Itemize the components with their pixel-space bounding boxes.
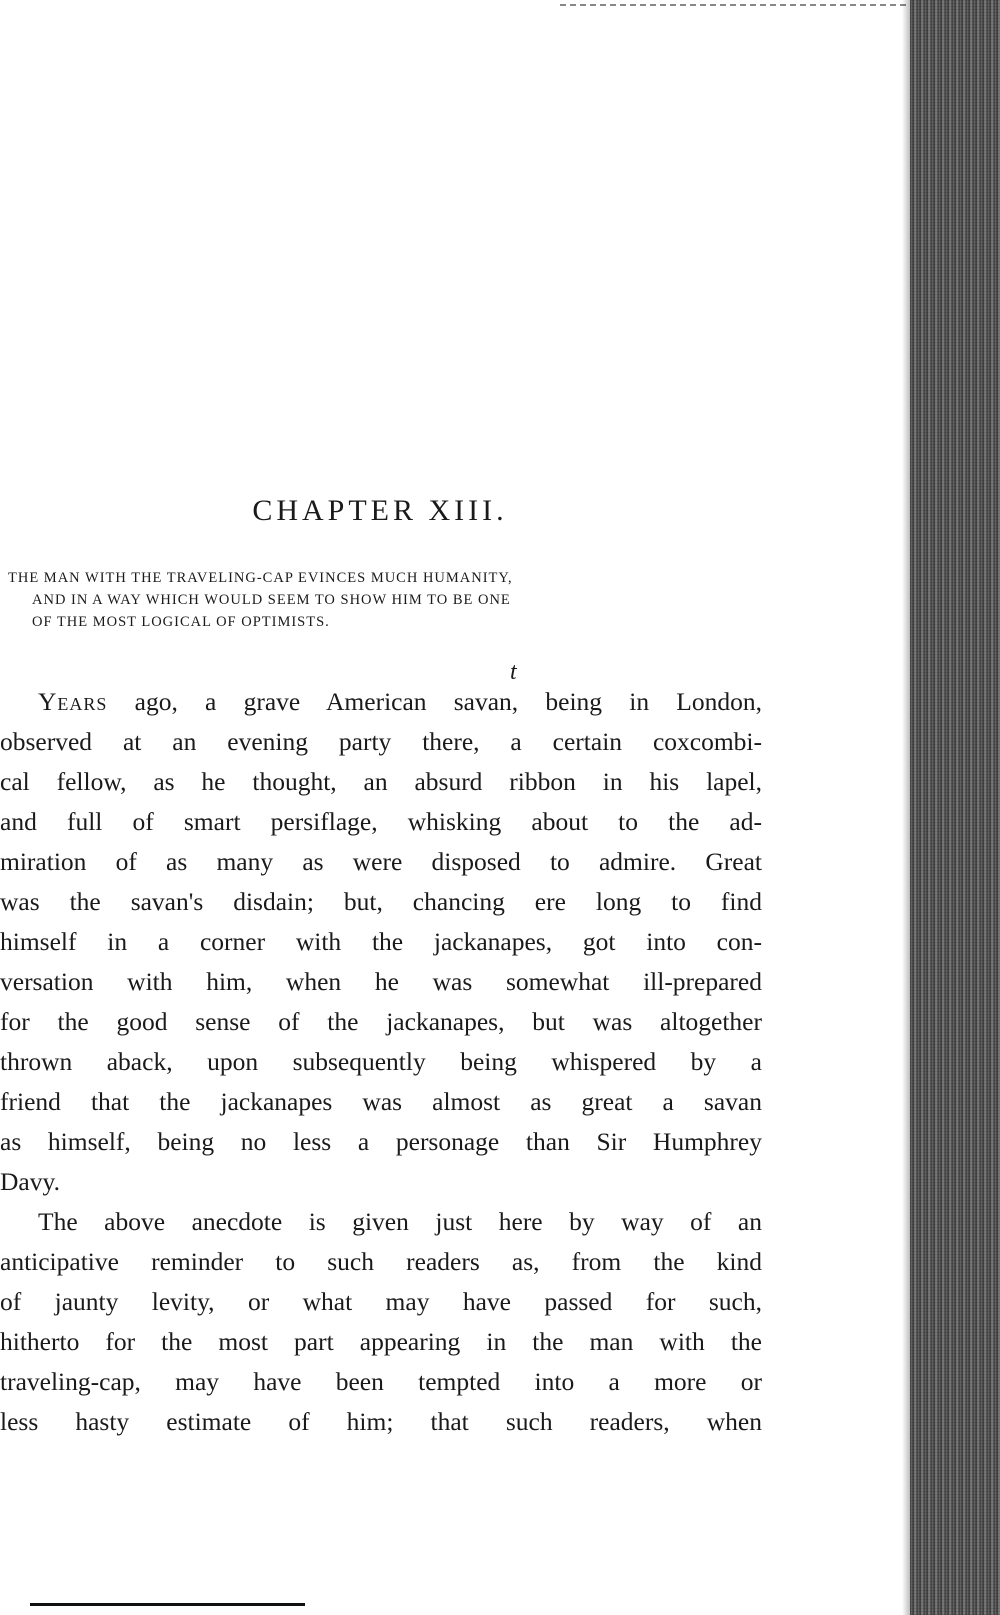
paragraph-line: and full of smart persiflage, whisking about to the ad- [0, 807, 762, 836]
paragraph-line: thrown aback, upon subsequently being whispered by a [0, 1047, 762, 1076]
synopsis-line: THE MAN WITH THE TRAVELING-CAP EVINCES MUCH HUMANITY, [8, 570, 513, 586]
paragraph-line: friend that the jackanapes was almost as great a savan [0, 1087, 762, 1116]
paragraph-line: anticipative reminder to such readers as, from the kind [0, 1247, 762, 1276]
paragraph-line: miration of as many as were disposed to admire. Great [0, 847, 762, 876]
small-caps-lead: Years [38, 687, 108, 716]
paragraph-line: for the good sense of the jackanapes, but was altogether [0, 1007, 762, 1036]
paragraph-line: Years ago, a grave American savan, being in London, [38, 687, 762, 716]
paragraph-line: as himself, being no less a personage than Sir Humphrey [0, 1127, 762, 1156]
synopsis-line: AND IN A WAY WHICH WOULD SEEM TO SHOW HIM TO BE ONE [32, 592, 511, 608]
synopsis-line: OF THE MOST LOGICAL OF OPTIMISTS. [32, 614, 330, 630]
paragraph-line: was the savan's disdain; but, chancing ere long to find [0, 887, 762, 916]
paragraph-line: hitherto for the most part appearing in the man with the [0, 1327, 762, 1356]
handwritten-annotation: t [510, 659, 517, 685]
paragraph-line: cal fellow, as he thought, an absurd ribbon in his lapel, [0, 767, 762, 796]
paragraph-line: versation with him, when he was somewhat ill-prepared [0, 967, 762, 996]
chapter-title: CHAPTER XIII. [252, 494, 508, 527]
paragraph-line: observed at an evening party there, a certain coxcombi- [0, 727, 762, 756]
chapter-synopsis [8, 567, 760, 633]
paragraph-line: Davy. [0, 1167, 60, 1196]
body-text [0, 682, 762, 1442]
paragraph-line: The above anecdote is given just here by way of an [38, 1207, 762, 1236]
book-spine [910, 0, 1000, 1615]
page-top-edge [560, 4, 920, 6]
paragraph-line: of jaunty levity, or what may have passed for such, [0, 1287, 762, 1316]
paragraph-line: less hasty estimate of him; that such readers, when [0, 1407, 762, 1436]
paragraph-line: traveling-cap, may have been tempted into a more or [0, 1367, 762, 1396]
paragraph-line: himself in a corner with the jackanapes, got into con- [0, 927, 762, 956]
bottom-rule [30, 1603, 305, 1606]
